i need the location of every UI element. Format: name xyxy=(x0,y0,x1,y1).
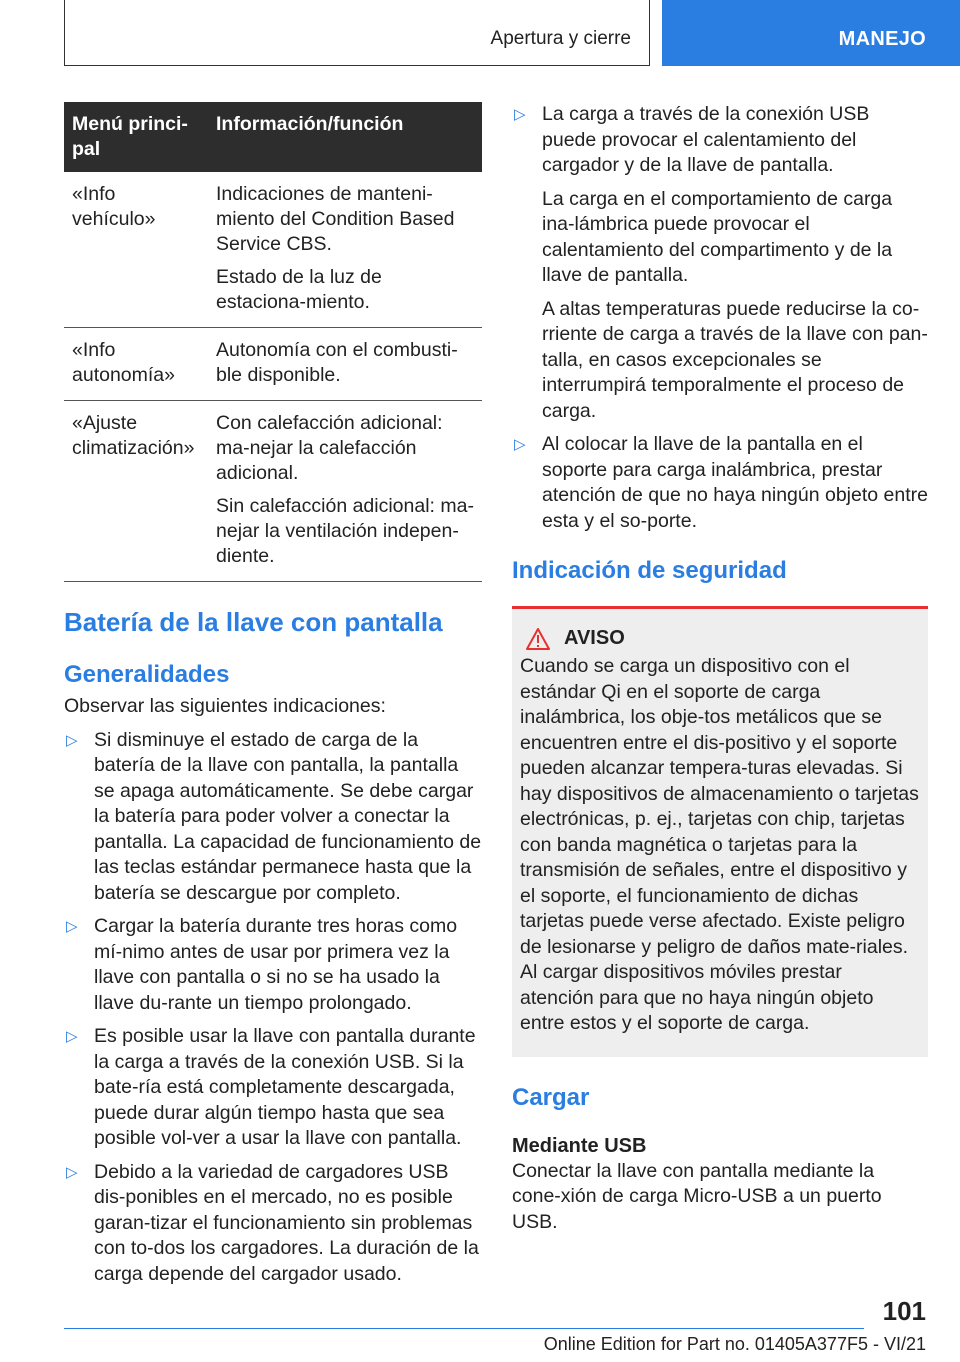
cell-paragraph: Autonomía con el combusti-ble disponible. xyxy=(216,339,458,386)
table-cell-info xyxy=(208,172,482,328)
warning-title: AVISO xyxy=(564,627,625,649)
menu-table xyxy=(64,102,482,582)
triangle-bullet-icon: ▷ xyxy=(66,918,78,935)
table-row xyxy=(64,172,482,328)
charging-list xyxy=(512,102,928,534)
triangle-bullet-icon: ▷ xyxy=(66,731,78,749)
page-header xyxy=(0,0,960,66)
triangle-bullet-icon: ▷ xyxy=(66,1163,78,1181)
warning-box xyxy=(512,606,928,1057)
list-item xyxy=(64,728,482,907)
table-cell-info xyxy=(208,401,482,582)
cell-paragraph: Estado de la luz de estaciona-miento. xyxy=(216,266,382,313)
list-item xyxy=(64,1160,482,1288)
table-row xyxy=(64,328,482,401)
list-item-text: A altas temperaturas puede reducirse la co-rriente de carga a través de la llave con pan-talla, en casos excepcionales se interrumpirá temporalmente el proceso de carga. xyxy=(542,297,928,422)
table-header-row xyxy=(64,102,482,172)
table-row xyxy=(64,401,482,582)
header-section-box xyxy=(64,0,650,66)
header-chapter-label: MANEJO xyxy=(838,28,926,50)
battery-section-title: Batería de la llave con pantalla xyxy=(64,607,443,637)
list-item xyxy=(64,1024,482,1152)
warning-text: Cuando se carga un dispositivo con el estándar Qi en el soporte de carga inalámbrica, los obje-tos metálicos que se encuentren entre el dis-positivo y el soporte pueden alcanzar tempera-turas elevadas. Si hay dispositivos de almacenamiento o tarjetas electrónicas, p. ej., tarjetas con chip, tarjetas con banda magnética o tarjetas para la transmisión de señales, entre el dispositivo y el soporte, el funcionamiento de dichas tarjetas puede verse afectado. Existe peligro de lesionarse y peligro de daños mate-riales. Al cargar dispositivos móviles prestar atención para que no haya ningún objeto entre estos y el soporte de carga. xyxy=(520,655,919,1034)
footer-divider xyxy=(64,1328,864,1329)
right-column xyxy=(512,102,928,1235)
battery-list xyxy=(64,728,482,1288)
header-chapter-tab[interactable] xyxy=(662,0,960,66)
list-item xyxy=(512,102,928,424)
list-item-text: Al colocar la llave de la pantalla en el soporte para carga inalámbrica, prestar atención de que no haya ningún objeto entre esta y el so-porte. xyxy=(542,433,928,532)
triangle-bullet-icon: ▷ xyxy=(514,436,526,453)
battery-intro: Observar las siguientes indicaciones: xyxy=(64,695,386,717)
cell-paragraph: Sin calefacción adicional: ma-nejar la ventilación indepen-diente. xyxy=(216,495,474,567)
table-cell-menu: «Info vehículo» xyxy=(64,172,208,328)
cell-paragraph: Indicaciones de manteni-miento del Condition Based Service CBS. xyxy=(216,183,455,255)
charge-title: Cargar xyxy=(512,1083,590,1111)
warning-header xyxy=(520,627,920,650)
list-item-text: Debido a la variedad de cargadores USB dis-ponibles en el mercado, no es posible garan-tizar el funcionamiento sin problemas con to-dos los cargadores. La duración de la carga depende del cargador usado. xyxy=(94,1160,479,1285)
list-item-text: La carga a través de la conexión USB puede provocar el calentamiento del cargador y de la llave de pantalla. xyxy=(542,103,870,176)
list-item-text: Si disminuye el estado de carga de la batería de la llave con pantalla, la pantalla se apaga automáticamente. Se debe cargar la batería para poder volver a conectar la pantalla. La capacidad de funcionamiento de las teclas estándar permanece hasta que la batería se descargue por completo. xyxy=(94,728,482,904)
general-subtitle: Generalidades xyxy=(64,661,230,688)
table-header-menu: Menú princi- pal xyxy=(64,102,208,172)
warning-triangle-icon xyxy=(526,628,550,650)
safety-title: Indicación de seguridad xyxy=(512,557,787,584)
table-cell-menu: «Info autonomía» xyxy=(64,328,208,401)
list-item xyxy=(512,432,928,534)
table-cell-info xyxy=(208,328,482,401)
page-number: 101 xyxy=(882,1296,926,1326)
list-item-text: Es posible usar la llave con pantalla durante la carga a través de la conexión USB. Si la bate-ría está completamente descargada, puede durar algún tiempo hasta que sea posible vol-ver a usar la llave con pantalla. xyxy=(94,1025,476,1149)
triangle-bullet-icon: ▷ xyxy=(514,106,526,123)
list-item-text: La carga en el comportamiento de carga ina-lámbrica puede provocar el calentamiento del compartimento y de la llave de pantalla. xyxy=(542,187,893,286)
footer-edition: Online Edition for Part no. 01405A377F5 - VI/21 xyxy=(543,1334,926,1354)
table-header-info: Información/función xyxy=(208,102,482,172)
list-item xyxy=(64,914,482,1016)
usb-text: Conectar la llave con pantalla mediante la cone-xión de carga Micro-USB a un puerto USB. xyxy=(512,1159,882,1233)
left-column xyxy=(64,102,482,1295)
table-cell-menu: «Ajuste climatización» xyxy=(64,401,208,582)
header-section-title: Apertura y cierre xyxy=(490,28,631,49)
usb-subtitle: Mediante USB xyxy=(512,1134,647,1157)
list-item-text: Cargar la batería durante tres horas como mí-nimo antes de usar por primera vez la llave con pantalla o si no se ha usado la llave du-rante un tiempo prolongado. xyxy=(94,915,458,1014)
cell-paragraph: Con calefacción adicional: ma-nejar la calefacción adicional. xyxy=(216,412,443,484)
triangle-bullet-icon: ▷ xyxy=(66,1028,78,1045)
